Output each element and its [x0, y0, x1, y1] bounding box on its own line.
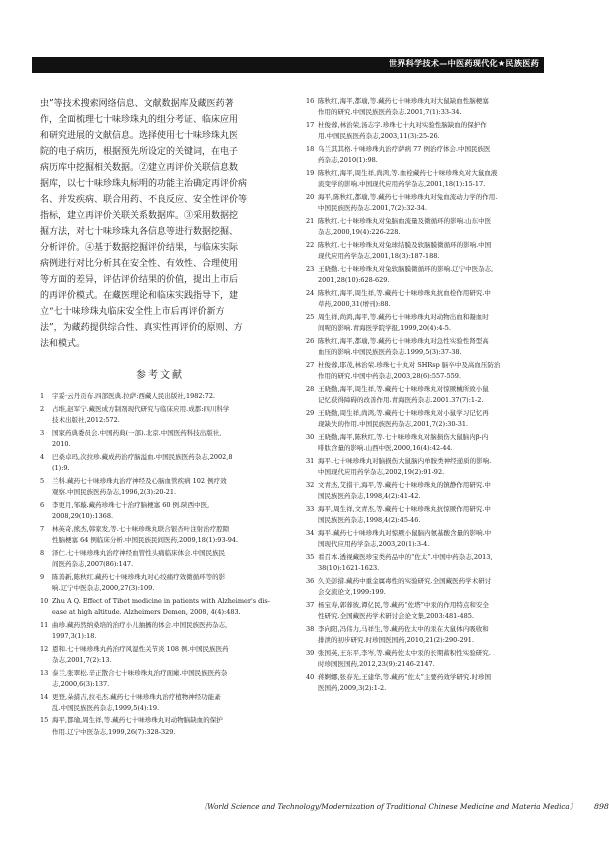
- reference-text: 更登,朵措吉,拉毛杰.藏药七十味珍珠丸治疗植物神经功能紊 乱.中国民族医药杂志,1999,5(4):19.: [52, 692, 221, 712]
- reference-text: 乌兰其其格.十味珍珠丸治疗萨病 77 例治疗体会.中国民族医 药杂志,2010(1):98.: [318, 144, 491, 165]
- reference-item: [40, 404, 280, 427]
- footer-journal-name: 〔World Science and Technology/Modernization of Traditional Chinese Medicine and Materia Medica〕: [200, 802, 577, 811]
- reference-item: [306, 120, 554, 143]
- reference-number: 9: [40, 572, 45, 581]
- reference-item: [306, 192, 554, 215]
- reference-text: 国家药典委员会.中国药典(一部).北京.中国医药科技出版社, 2010.: [52, 428, 222, 448]
- reference-number: 23: [306, 264, 315, 273]
- body-paragraph: 虫”等技术搜索网络信息、文献数据库及藏医药著 作，全面梳理七十味珍珠丸的组分考证、临床应用 和研究进展的文献信息。选择使用七十味珍珠丸医 院的电子病历，根据预先所设定的关键词，在电子 病历库中挖掘相关数据。②建立再评价关联信息数 据库，以七十味珍珠丸标明的功能主治确定再评价病 名、并发疾病、联合用药、不良反应、安全性评价等 指标，建立再评价关联关系数据库。③采用数据挖 掘方法，对七十味珍珠丸各信息等进行数据挖掘、 分析评价。④基于数据挖掘评价结果，与临床实际 病例进行对比分析其在安全性、有效性、合理使用 等方面的差异，评估评价结果的价值，提出上市后 的再评价模式。在藏医理论和临床实践指导下，建 立“七十味珍珠丸临床安全性上市后再评价新方 法”，为藏药提供综合性、真实性再评价的原则、方 法和模式。: [40, 99, 248, 349]
- reference-number: 30: [306, 432, 315, 441]
- reference-item: [40, 620, 280, 643]
- reference-item: [40, 500, 280, 523]
- reference-number: 33: [306, 504, 315, 513]
- reference-text: 巴桑卓玛,次拉珍.藏成药治疗脑溢血.中国民族医药杂志,2002,8 (1):9.: [52, 452, 233, 472]
- reference-text: 陈秋红,海平,都瑜,等.藏药七十味珍珠丸对急性实验性肾型高 血压的影响.中国民族医药杂志.1999,5(3):37-38.: [318, 336, 489, 357]
- reference-number: 34: [306, 528, 315, 537]
- reference-text: 恩和.七十味珍珠丸药治疗风湿性关节炎 108 例.中国民族医药 杂志,2001,7(2):13.: [52, 644, 229, 664]
- reference-number: 25: [306, 312, 315, 321]
- reference-item: [306, 576, 554, 599]
- reference-text: 看召本.透视藏医珍宝类药品中的“佐太”.中国中药杂志,2013, 38(10):1621-1623.: [318, 552, 493, 572]
- reference-number: 32: [306, 480, 315, 489]
- reference-text: 陈秋红.七十味珍珠丸对兔球结膜及软脑膜微循环的影响.中国 现代应用药学杂志,2001,18(3):187-188.: [318, 240, 492, 261]
- reference-item: [306, 672, 554, 695]
- reference-text: 泰兰,张翠松.辛正散合七十味珍珠丸治疗面瘫.中国民族医药杂 志,2000,6(3):137.: [52, 668, 228, 688]
- reference-item: [40, 596, 280, 619]
- reference-text: 李更月,邹璇.藏药珍珠七十治疗脑梗塞 60 例.陕西中医, 2008,29(10):1368.: [52, 500, 210, 520]
- reference-item: [306, 264, 554, 287]
- reference-text: 文青杰,艾措干,海平,等.藏药七十味珍珠丸的镇静作用研究.中 国民族医药杂志,1998,4(2):41-42.: [318, 480, 491, 501]
- reference-item: [40, 692, 280, 715]
- reference-item: [306, 312, 554, 335]
- reference-number: 29: [306, 408, 315, 417]
- reference-text: 陈秋红,海平,周生祥,尚鸿,等.血栓藏药七十味珍珠丸对大鼠血液 流变学的影响.中国现代应用药学杂志,2001,18(1):15-17.: [318, 168, 498, 189]
- reference-item: [306, 96, 554, 119]
- reference-text: 海平,陈秋红,都瑜,等.藏药七十味珍珠丸对兔血流动力学的作用. 中国民族医药杂志.2001,7(2):32-34.: [318, 192, 498, 213]
- left-column: [40, 96, 280, 739]
- reference-item: [306, 528, 554, 551]
- reference-item: [306, 480, 554, 503]
- reference-item: [40, 452, 280, 475]
- reference-number: 36: [306, 576, 315, 585]
- reference-item: [306, 432, 554, 455]
- reference-text: 海平,都瑜,周生祥,等.藏药七十味珍珠丸对动物脑缺血的保护 作用.辽宁中医杂志,1999,26(7):328-329.: [52, 716, 223, 736]
- reference-item: [306, 624, 554, 647]
- reference-text: 杜俊蓉,耶茂,林治荣.珍珠七十丸对 SHRsp 脑卒中及高血压防治 作用的研究.中国中药杂志,2003,28(6):557-559.: [318, 360, 501, 381]
- reference-number: 39: [306, 648, 315, 657]
- reference-text: 蒋婀娜,张春光,王建华,等.藏药“佐太”主要药效学研究.时珍国 医国药,2009,3(2):1-2.: [318, 672, 491, 692]
- reference-number: 38: [306, 624, 315, 633]
- reference-item: [306, 408, 554, 431]
- reference-number: 4: [40, 452, 45, 461]
- right-column: [306, 96, 554, 696]
- reference-item: [40, 548, 280, 571]
- reference-number: 19: [306, 168, 315, 177]
- page-number: 898: [593, 802, 609, 811]
- reference-number: 1: [40, 392, 45, 400]
- reference-number: 11: [40, 620, 49, 629]
- reference-number: 6: [40, 500, 45, 509]
- reference-text: 陈秋红,海平,周生祥,等.藏药七十味珍珠丸抗血栓作用研究.中 草药,2000,31(增刊):88.: [318, 288, 491, 309]
- reference-item: [306, 336, 554, 359]
- reference-text: 周生祥,尚鸿,海平,等.藏药七十味珍珠丸对动物出血和凝血时 间呢的影响.青海医学院学报,1999,20(4):4-5.: [318, 312, 489, 333]
- references-heading: 参考文献: [136, 370, 184, 381]
- reference-number: 22: [306, 240, 315, 249]
- reference-item: [306, 456, 554, 479]
- reference-text: 李向阳,冯伟力,马祥生,等.藏药佐太中的汞在大鼠体内吸收和 排泄的初步研究.时珍国医国药,2010,21(2):290-291.: [318, 624, 489, 644]
- reference-item: [306, 144, 554, 167]
- reference-text: 宇妥·云丹贡布.四部医典.拉萨:西藏人民出版社,1982:72.: [52, 392, 216, 400]
- reference-item: [306, 240, 554, 263]
- reference-item: [40, 391, 280, 402]
- reference-item: [306, 648, 554, 671]
- reference-list-left: [40, 391, 280, 738]
- reference-text: 王晓勤,海平,周生祥,等.藏药七十味珍珠丸对惊厥械所致小鼠 记忆获得障碍的改善作用.青海医药杂志.2001.37(7):1-2.: [318, 384, 489, 405]
- reference-item: [40, 428, 280, 451]
- reference-number: 18: [306, 144, 315, 153]
- reference-text: 曲珍.藏药然纳桑培的治疗小儿抽搐的体会.中国民族医药杂志, 1997,3(1):18.: [52, 620, 228, 640]
- reference-text: Zhu A Q. Effect of Tibet medicine in patients with Alzheimer's dis- ease at high altitude. Alzheimers Demen, 2008, 4(4):483.: [52, 596, 270, 616]
- reference-number: 5: [40, 476, 45, 485]
- reference-text: 占堆,赵军宁.藏医成方制剂现代研究与临床应用.成都:四川科学 技术出版社,2012:572.: [52, 404, 230, 424]
- reference-number: 40: [306, 672, 315, 681]
- reference-text: 海平,周生祥,文青杰,等.藏药七十味珍珠丸抗惊厥作用研究.中 国民族医药杂志,1998,4(2):45-46.: [318, 504, 491, 525]
- reference-list-right: [306, 96, 554, 694]
- reference-item: [40, 668, 280, 691]
- reference-text: 陈善新,陈秋红.藏药七十味珍珠丸对心绞痛疗效微循环等的影 响.辽宁中医杂志,2000,27(3):109.: [52, 572, 226, 592]
- reference-number: 35: [306, 552, 315, 561]
- reference-number: 13: [40, 668, 49, 677]
- page-footer: [200, 794, 609, 813]
- reference-number: 24: [306, 288, 315, 297]
- reference-text: 王晓勤,周生祥,尚鸿,等.藏药七十味珍珠丸对小鼠学习记忆再 现缺失的作用.中国民族医药杂志,2001,7(2):30-31.: [318, 408, 489, 429]
- reference-item: [306, 168, 554, 191]
- reference-number: 7: [40, 524, 45, 533]
- reference-text: 海平.七十味珍珠丸对脑损伤大鼠脑内单胺类神经递质的影响. 中国现代应用药学杂志,2002,19(2):91-92.: [318, 456, 492, 477]
- reference-number: 28: [306, 384, 315, 393]
- reference-item: [40, 715, 280, 738]
- reference-text: 海平.藏药七十味珍珠丸对惊厥小鼠脑内氨基酸含量的影响.中 国现代应用药学杂志,2003,20(1):3-4.: [318, 528, 492, 549]
- reference-item: [306, 552, 554, 575]
- reference-item: [306, 288, 554, 311]
- reference-number: 27: [306, 360, 315, 369]
- reference-text: 王晓勤.七十味珍珠丸对兔软脑膜微循环的影响.辽宁中医杂志, 2001,28(10):628-629.: [318, 264, 494, 285]
- reference-number: 10: [40, 596, 49, 605]
- reference-number: 8: [40, 548, 45, 557]
- reference-text: 杜俊蓉,林治荣,汤志宇.珍珠七十丸对实验性脑缺血的保护作 用.中国民族医药杂志,2003,11(3):25-26.: [318, 120, 487, 141]
- reference-text: 林英奇,熊杰,韩家发,等.七十味珍珠丸联合银杏叶注射治疗腔隙 性脑梗塞 64 例临床分析.中国民族民间医药,2009,18(1):93-94.: [52, 524, 239, 544]
- reference-number: 17: [306, 120, 315, 129]
- reference-text: 久美彭措.藏药中重金属毒性的实验研究.全国藏医药学术研讨 会交流论文,1999:199.: [318, 576, 492, 596]
- reference-text: 杨宝寿,郭蓉彼,谭亿民,等.藏药“佐塔”中汞的作用特点和安全 性研究.全国藏医药学术研讨会论文集,2003:481-485.: [318, 600, 489, 620]
- reference-number: 16: [306, 97, 315, 105]
- reference-item: [40, 644, 280, 667]
- reference-number: 14: [40, 692, 49, 701]
- reference-number: 26: [306, 336, 315, 345]
- reference-item: [306, 384, 554, 407]
- journal-section-header: 世界科学技术—中医药现代化★民族医药: [388, 58, 539, 68]
- reference-number: 31: [306, 456, 315, 465]
- reference-text: 王晓勤,海平,陈秋红,等.七十味珍珠丸对脑损伤大鼠脑内β-内 啡肽含量的影响.山西中医,2000,16(4):42-44.: [318, 432, 489, 453]
- reference-item: [40, 524, 280, 547]
- reference-text: 泽仁.七十味珍珠丸治疗神经血管性头痛临床体会.中国民族民 间医药杂志,2007(86):147.: [52, 548, 226, 568]
- reference-item: [306, 216, 554, 239]
- reference-item: [306, 600, 554, 623]
- reference-text: 兰科.藏药七十味珍珠丸治疗神经及心脑血管疾病 102 例疗效 观察.中国民族医药杂志,1996,2(3):20-21.: [52, 476, 227, 496]
- reference-item: [306, 504, 554, 527]
- reference-text: 陈秋红.七十味珍珠丸对兔脑血流量及微循环的影响.山东中医 杂志,2000,19(4):226-228.: [318, 216, 492, 237]
- reference-number: 3: [40, 428, 45, 437]
- reference-item: [40, 572, 280, 595]
- reference-text: 陈秋红,海平,都瑜,等.藏药七十味珍珠丸对大鼠缺血性脑梗塞 作用的研究.中国民族医药杂志.2001,7(1):33-34.: [318, 97, 489, 117]
- reference-number: 12: [40, 644, 49, 653]
- reference-number: 37: [306, 600, 315, 609]
- reference-number: 21: [306, 216, 315, 225]
- reference-number: 20: [306, 192, 315, 201]
- reference-number: 15: [40, 716, 49, 725]
- reference-text: 张国英,王东平,李岑,等.藏药佐太中汞的长期蓄积性实验研究. 时珍国医国药,2012,23(9):2146-2147.: [318, 648, 491, 668]
- reference-number: 2: [40, 404, 45, 413]
- reference-item: [306, 360, 554, 383]
- reference-item: [40, 476, 280, 499]
